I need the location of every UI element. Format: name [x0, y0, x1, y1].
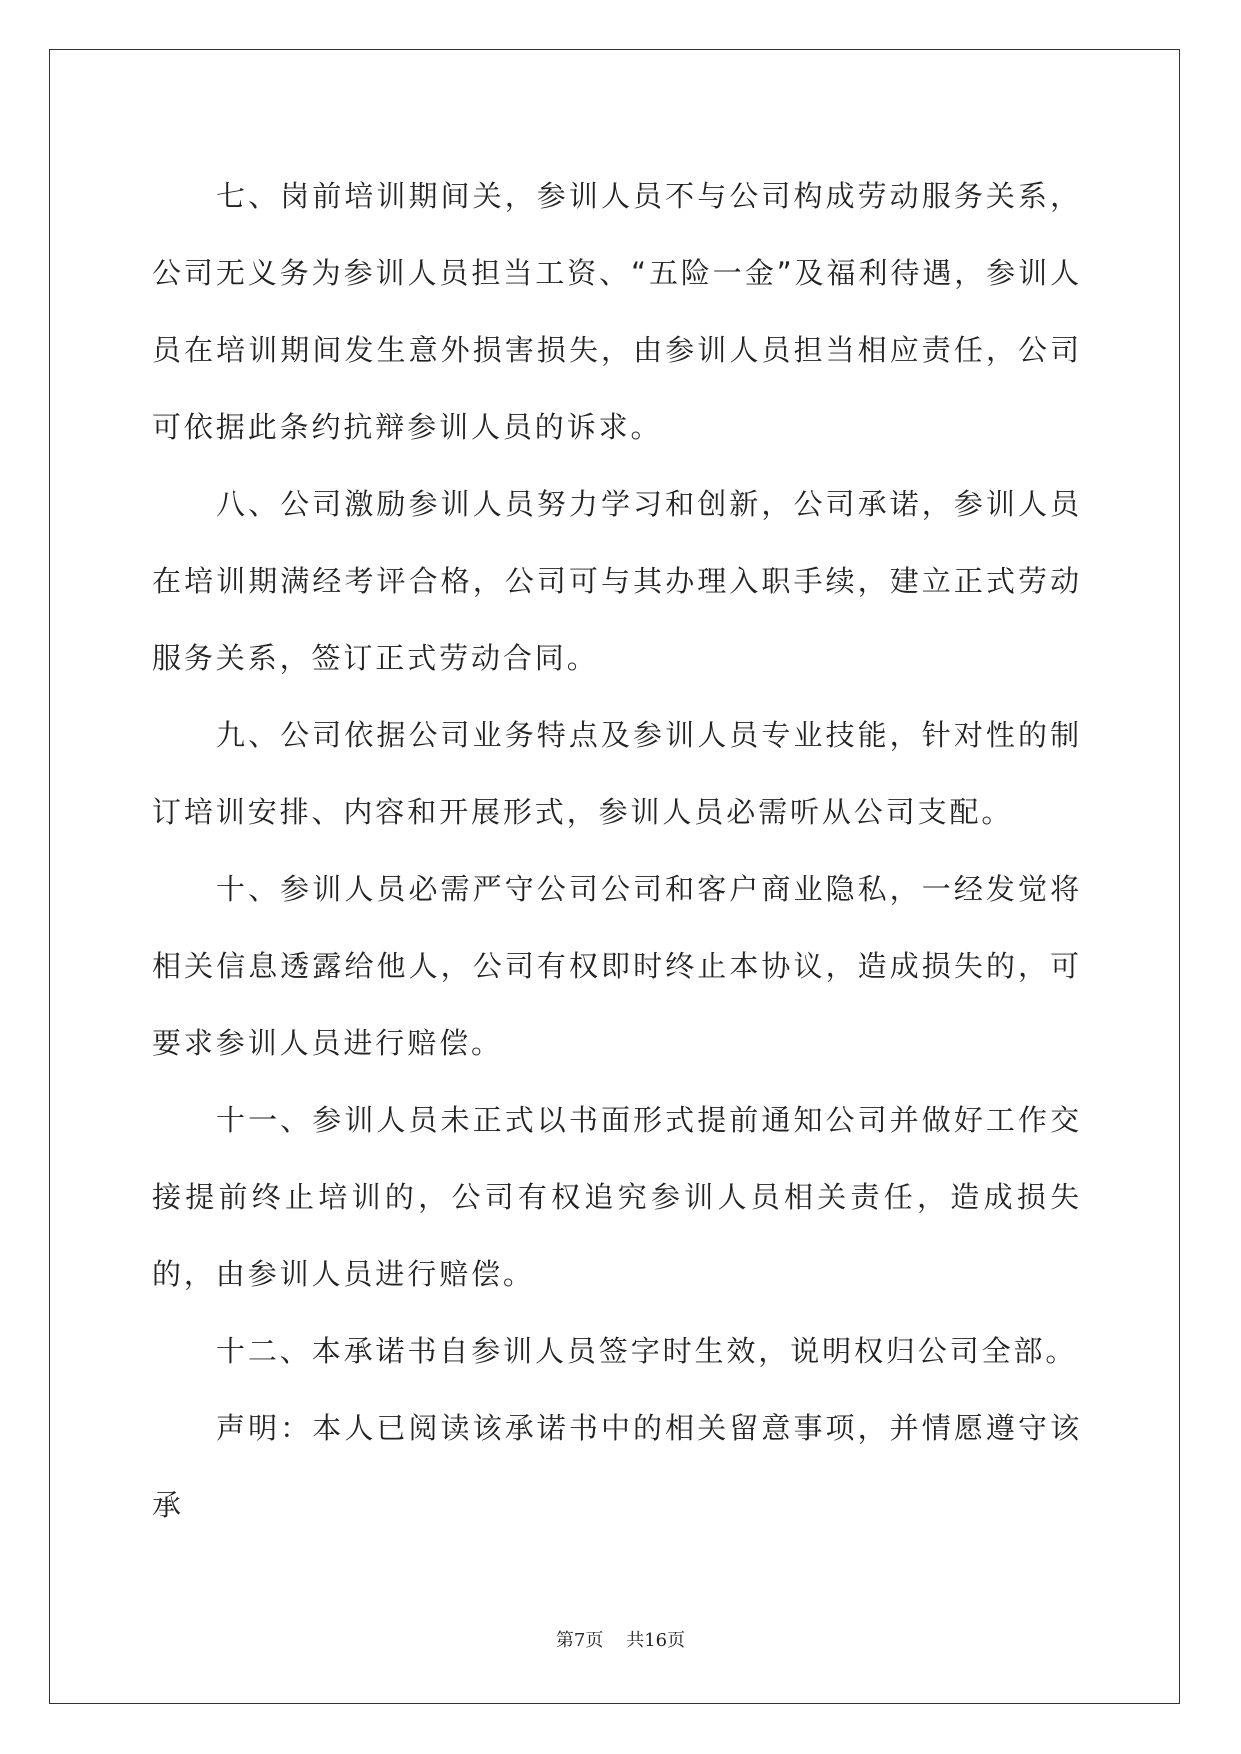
current-page-number: 第7页 — [555, 1630, 604, 1651]
total-page-count: 共16页 — [626, 1630, 686, 1651]
paragraph-declaration: 声明：本人已阅读该承诺书中的相关留意事项，并情愿遵守该承 — [152, 1411, 1082, 1522]
paragraph-clause-7: 七、岗前培训期间关，参训人员不与公司构成劳动服务关系，公司无义务为参训人员担当工资、“五险一金”及福利待遇，参训人员在培训期间发生意外损害损失，由参训人员担当相应责任，公司可依据此条约抗辩参训人员的诉求。 — [152, 179, 1082, 444]
paragraph-clause-8: 八、公司激励参训人员努力学习和创新，公司承诺，参训人员在培训期满经考评合格，公司可与其办理入职手续，建立正式劳动服务关系，签订正式劳动合同。 — [152, 487, 1082, 675]
page-footer — [0, 1626, 1241, 1652]
footer-separator — [603, 1630, 626, 1651]
paragraph-clause-11: 十一、参训人员未正式以书面形式提前通知公司并做好工作交接提前终止培训的，公司有权追究参训人员相关责任，造成损失的，由参训人员进行赔偿。 — [152, 1103, 1082, 1291]
paragraph-clause-12: 十二、本承诺书自参训人员签字时生效，说明权归公司全部。 — [216, 1334, 1078, 1368]
document-body — [152, 158, 1082, 1544]
paragraph-clause-9: 九、公司依据公司业务特点及参训人员专业技能，针对性的制订培训安排、内容和开展形式，参训人员必需听从公司支配。 — [152, 718, 1082, 829]
paragraph-clause-10: 十、参训人员必需严守公司公司和客户商业隐私，一经发觉将相关信息透露给他人，公司有权即时终止本协议，造成损失的，可要求参训人员进行赔偿。 — [152, 872, 1082, 1060]
